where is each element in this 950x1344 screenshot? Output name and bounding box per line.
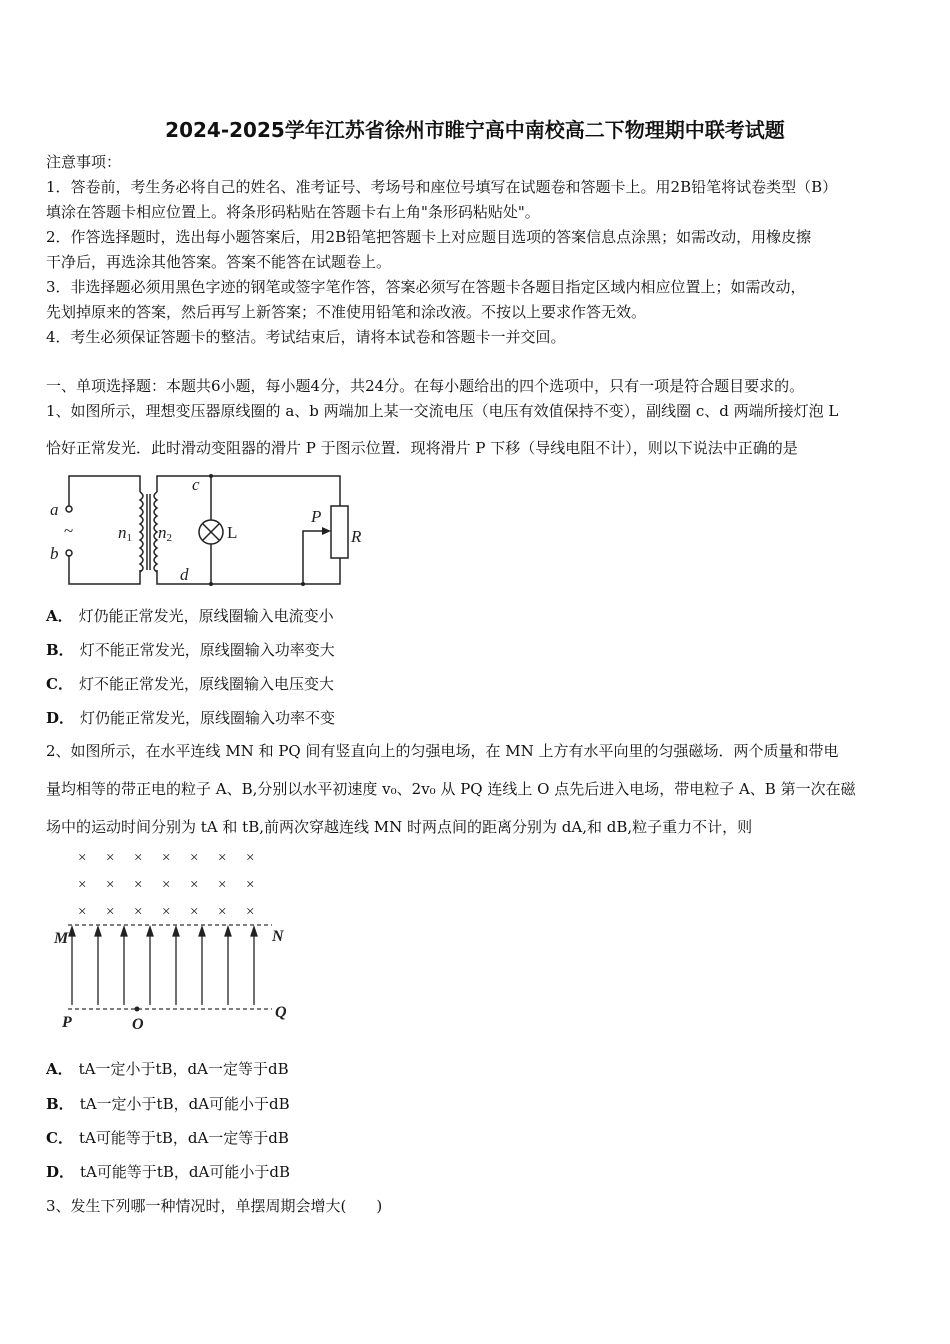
magnetic-field-cross-icon: × bbox=[78, 850, 87, 866]
resistor-r-label: R bbox=[351, 527, 362, 546]
terminal-d-label: d bbox=[180, 565, 189, 584]
magnetic-field-cross-icon: × bbox=[246, 904, 255, 920]
section-heading: 一、单项选择题：本题共6小题，每小题4分，共24分。在每小题给出的四个选项中，只有一项是符合题目要求的。 bbox=[46, 377, 805, 395]
notice-line: 填涂在答题卡相应位置上。将条形码粘贴在答题卡右上角"条形码粘贴处"。 bbox=[46, 203, 540, 221]
terminal-c-label: c bbox=[192, 475, 200, 494]
magnetic-field-cross-icon: × bbox=[162, 850, 171, 866]
label-q: Q bbox=[275, 1004, 287, 1021]
q1-option-a[interactable]: A． 灯仍能正常发光，原线圈输入电流变小 bbox=[46, 607, 334, 625]
notice-heading: 注意事项： bbox=[46, 153, 122, 171]
n1-label: n1 bbox=[118, 523, 132, 544]
magnetic-field-cross-icon: × bbox=[190, 850, 199, 866]
notice-line: 先划掉原来的答案，然后再写上新答案；不准使用铅笔和涂改液。不按以上要求作答无效。 bbox=[46, 303, 647, 321]
notice-line: 3．非选择题必须用黑色字迹的钢笔或签字笔作答，答案必须写在答题卡各题目指定区域内相应位置上；如需改动， bbox=[46, 278, 806, 296]
question-1-text: 1、如图所示，理想变压器原线圈的 a、b 两端加上某一交流电压（电压有效值保持不变），副线圈 c、d 两端所接灯泡 L bbox=[46, 402, 839, 420]
label-n: N bbox=[272, 928, 284, 945]
q2-option-a[interactable]: A． tA一定小于tB，dA一定等于dB bbox=[46, 1060, 289, 1078]
q2-option-c[interactable]: C． tA可能等于tB，dA一定等于dB bbox=[46, 1129, 289, 1147]
arrow-head-icon bbox=[121, 927, 127, 936]
n2-label: n2 bbox=[158, 523, 172, 544]
question-2-text: 量均相等的带正电的粒子 A、B,分别以水平初速度 v₀、2v₀ 从 PQ 连线上 O 点先后进入电场，带电粒子 A、B 第一次在磁 bbox=[46, 780, 856, 798]
arrow-head-icon bbox=[225, 927, 231, 936]
magnetic-field-cross-icon: × bbox=[134, 850, 143, 866]
magnetic-field-cross-icon: × bbox=[218, 904, 227, 920]
label-m: M bbox=[54, 930, 69, 947]
q1-option-d[interactable]: D． 灯仍能正常发光，原线圈输入功率不变 bbox=[46, 709, 336, 727]
magnetic-field-cross-icon: × bbox=[134, 877, 143, 893]
magnetic-field-cross-icon: × bbox=[246, 877, 255, 893]
magnetic-field-cross-icon: × bbox=[162, 904, 171, 920]
magnetic-field-cross-icon: × bbox=[190, 877, 199, 893]
q1-option-b[interactable]: B． 灯不能正常发光，原线圈输入功率变大 bbox=[46, 641, 335, 659]
ac-source-symbol: ~ bbox=[64, 521, 74, 540]
question-3-text: 3、发生下列哪一种情况时，单摆周期会增大( ) bbox=[46, 1197, 383, 1215]
field-diagram bbox=[50, 845, 300, 1035]
page-title: 2024-2025学年江苏省徐州市睢宁高中南校高二下物理期中联考试题 bbox=[165, 118, 785, 142]
magnetic-field-cross-icon: × bbox=[162, 877, 171, 893]
question-1-text: 恰好正常发光．此时滑动变阻器的滑片 P 于图示位置．现将滑片 P 下移（导线电阻不计），则以下说法中正确的是 bbox=[46, 439, 798, 457]
q2-option-b[interactable]: B． tA一定小于tB，dA可能小于dB bbox=[46, 1095, 290, 1113]
magnetic-field-cross-icon: × bbox=[218, 850, 227, 866]
question-2-text: 2、如图所示，在水平连线 MN 和 PQ 间有竖直向上的匀强电场，在 MN 上方有水平向里的匀强磁场．两个质量和带电 bbox=[46, 742, 839, 760]
arrow-head-icon bbox=[69, 927, 75, 936]
magnetic-field-cross-icon: × bbox=[106, 904, 115, 920]
magnetic-field-cross-icon: × bbox=[218, 877, 227, 893]
arrow-head-icon bbox=[199, 927, 205, 936]
lamp-label: L bbox=[227, 523, 238, 542]
magnetic-field-cross-icon: × bbox=[106, 850, 115, 866]
arrow-head-icon bbox=[251, 927, 257, 936]
magnetic-field-cross-icon: × bbox=[134, 904, 143, 920]
notice-line: 干净后，再选涂其他答案。答案不能答在试题卷上。 bbox=[46, 253, 392, 271]
slider-p-label: P bbox=[311, 507, 322, 526]
label-o: O bbox=[132, 1016, 144, 1033]
notice-line: 1．答卷前，考生务必将自己的姓名、准考证号、考场号和座位号填写在试题卷和答题卡上。用2B铅笔将试卷类型（B） bbox=[46, 178, 838, 196]
magnetic-field-cross-icon: × bbox=[78, 904, 87, 920]
magnetic-field-cross-icon: × bbox=[246, 850, 255, 866]
notice-line: 4．考生必须保证答题卡的整洁。考试结束后，请将本试卷和答题卡一并交回。 bbox=[46, 328, 566, 346]
magnetic-field-cross-icon: × bbox=[78, 877, 87, 893]
q1-option-c[interactable]: C． 灯不能正常发光，原线圈输入电压变大 bbox=[46, 675, 334, 693]
terminal-b-label: b bbox=[50, 544, 59, 563]
notice-line: 2．作答选择题时，选出每小题答案后，用2B铅笔把答题卡上对应题目选项的答案信息点涂黑；如需改动，用橡皮擦 bbox=[46, 228, 812, 246]
label-p: P bbox=[62, 1014, 72, 1031]
magnetic-field-cross-icon: × bbox=[106, 877, 115, 893]
transformer-circuit-diagram bbox=[44, 470, 374, 590]
q2-option-d[interactable]: D． tA可能等于tB，dA可能小于dB bbox=[46, 1163, 290, 1181]
arrow-head-icon bbox=[173, 927, 179, 936]
magnetic-field-cross-icon: × bbox=[190, 904, 199, 920]
arrow-head-icon bbox=[147, 927, 153, 936]
question-2-text: 场中的运动时间分别为 tA 和 tB,前两次穿越连线 MN 时两点间的距离分别为 dA,和 dB,粒子重力不计，则 bbox=[46, 818, 753, 836]
terminal-a-label: a bbox=[50, 500, 59, 519]
arrow-head-icon bbox=[95, 927, 101, 936]
